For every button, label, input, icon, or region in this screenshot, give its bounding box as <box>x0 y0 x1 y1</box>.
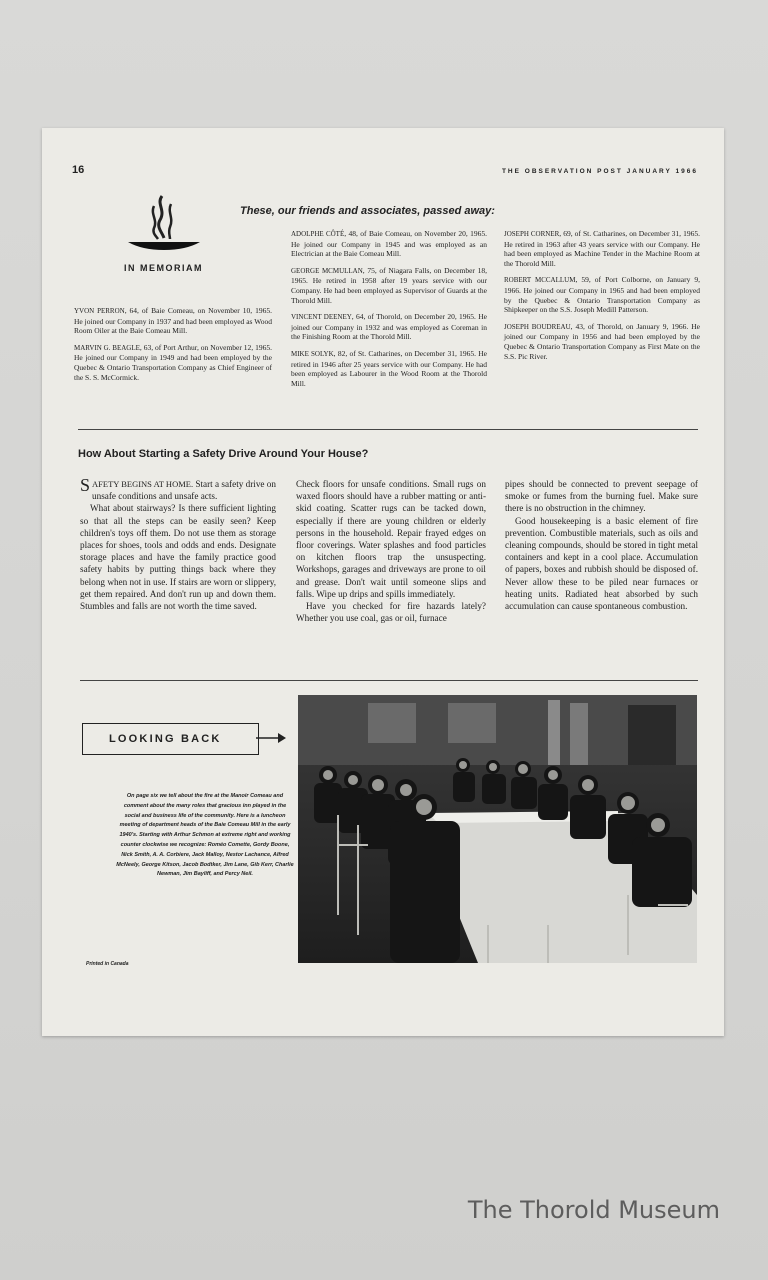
safety-heading: How About Starting a Safety Drive Around Your House? <box>78 448 369 460</box>
memoriam-column-2 <box>291 229 487 395</box>
looking-back-label: LOOKING BACK <box>82 723 259 755</box>
page-number: 16 <box>72 164 85 176</box>
safety-paragraph: Have you checked for fire hazards lately? Whether you use coal, gas or oil, furnace <box>296 601 486 624</box>
museum-watermark: The Thorold Museum <box>467 1196 720 1224</box>
obituary-entry: JOSEPH BOUDREAU, 43, of Thorold, on January 9, 1966. He joined our Company in 1956 and had been employed by the Quebec & Ontario Transportation Company as First Mate on the S.S. Pic River. <box>504 321 700 361</box>
obituary-entry: YVON PERRON, 64, of Baie Comeau, on November 10, 1965. He joined our Company in 1937 and had been employed as Wood Room Oiler at the Baie Comeau Mill. <box>74 306 272 336</box>
obituary-entry: VINCENT DEENEY, 64, of Thorold, on December 20, 1965. He joined our Company in 1932 and was employed as Coreman in the Finishing Room at the Thorold Mill. <box>291 312 487 342</box>
obituary-entry: MIKE SOLYK, 82, of St. Catharines, on December 31, 1965. He retired in 1946 after 25 years service with our Company. He had been employed as Labourer in the Wood Room at the Thorold Mill. <box>291 348 487 388</box>
obituary-entry: MARVIN G. BEAGLE, 63, of Port Arthur, on November 12, 1965. He joined our Company in 1949 and had been employed by the Quebec & Ontario Transportation Company as Chief Engineer of the S. S. McCormick. <box>74 342 273 382</box>
memoriam-label: IN MEMORIAM <box>124 263 203 273</box>
safety-column-2 <box>296 478 486 624</box>
safety-paragraph: pipes should be connected to prevent seepage of smoke or fumes from the burning fuel. Make sure there is no obstruction in the chimney. <box>505 479 698 514</box>
safety-paragraph: Good housekeeping is a basic element of fire prevention. Combustible materials, such as oils and cleaning compounds, should be stored in tight metal containers and kept in a cool place. Accumulation of papers, boxes and rubbish should be disposed of. Never allow these to be piled near furnaces or heating units. Radiated heat absorbed by such accumulation can cause spontaneous combustion. <box>505 515 698 612</box>
magazine-page <box>42 128 724 1036</box>
memoriam-column-1 <box>74 306 272 389</box>
running-head: THE OBSERVATION POST JANUARY 1966 <box>501 168 698 175</box>
arrow-right-icon <box>256 728 286 748</box>
safety-paragraph: What about stairways? Is there sufficient lighting so that all the steps can be easily seen? Keep children's toys off them. Do not use them as storage places for shoes, tools and odds and ends. Designate storage places and have the family practice good safety habits by putting things back where they belong when not in use. If stairs are worn or slippery, get them repaired. And don't run up and down them. Stumbles and falls are not worth the time saved. <box>80 503 276 612</box>
memoriam-column-3 <box>504 229 700 368</box>
photo-frame-top <box>298 694 697 695</box>
printed-in-canada: Printed in Canada <box>86 961 129 967</box>
safety-paragraph: Check floors for unsafe conditions. Small rugs on waxed floors should have a rubber matting or anti-skid coating. Scatter rugs can be tacked down, especially if there are young children or elderly persons in the household. Repair frayed edges on floor coverings. Water splashes and food particles on kitchen floors trap the unsuspecting. Workshops, garages and driveways are prone to oil and grease. Don't wait until someone slips and falls. Wipe up drips and spills immediately. <box>296 479 486 599</box>
memoriam-flame-emblem <box>126 192 202 258</box>
section-divider <box>78 429 698 430</box>
obituary-entry: GEORGE MCMULLAN, 75, of Niagara Falls, on December 18, 1965. He retired in 1958 after 19 years service with our Company. He had been employed as Supervisor of Guards at the Thorold Mill. <box>291 265 487 305</box>
safety-column-1 <box>80 475 276 612</box>
obituary-entry: ROBERT MCCALLUM, 59, of Port Colborne, on January 9, 1966. He joined our Company in 1965 and had been employed by the Quebec & Ontario Transportation Company as Shipkeeper on the S.S. Joseph Medill Patterson. <box>504 275 700 315</box>
luncheon-meeting-photo <box>298 695 697 963</box>
safety-column-3 <box>505 478 698 612</box>
safety-lead-paragraph: SAFETY BEGINS AT HOME. Start a safety drive on unsafe conditions and unsafe acts. <box>80 475 276 502</box>
obituary-entry: ADOLPHE CÔTÉ, 48, of Baie Comeau, on November 20, 1965. He joined our Company in 1945 and was employed as an Electrician at the Baie Comeau Mill. <box>291 229 487 259</box>
section-divider <box>80 680 698 681</box>
obituary-entry: JOSEPH CORNER, 69, of St. Catharines, on December 31, 1965. He retired in 1963 after 43 years service with our Company. He had been employed as Machine Tender in the Machine Room at the Thorold Mill. <box>504 229 700 268</box>
drop-cap: S <box>80 475 91 495</box>
photo-caption: On page six we tell about the fire at the Manoir Comeau and comment about the many roles that gracious inn played in the social and business life of the community. Here is a luncheon meeting of department heads of the Baie Comeau Mill in the early 1940's. Starting with Arthur Schmon at extreme right and working counter clockwise we recognize: Roméo Comette, Gordy Boone, Nick Smith, A. A. Corbiere, Jack Malloy, Nestor Lachance, Alfred McNeely, George Kitson, Jacob Bodtker, Jim Lane, Gib Kerr, Charlie Newman, Jim Bayliff, and Percy Neil. <box>116 793 294 878</box>
memoriam-heading: These, our friends and associates, passed away: <box>240 205 495 217</box>
